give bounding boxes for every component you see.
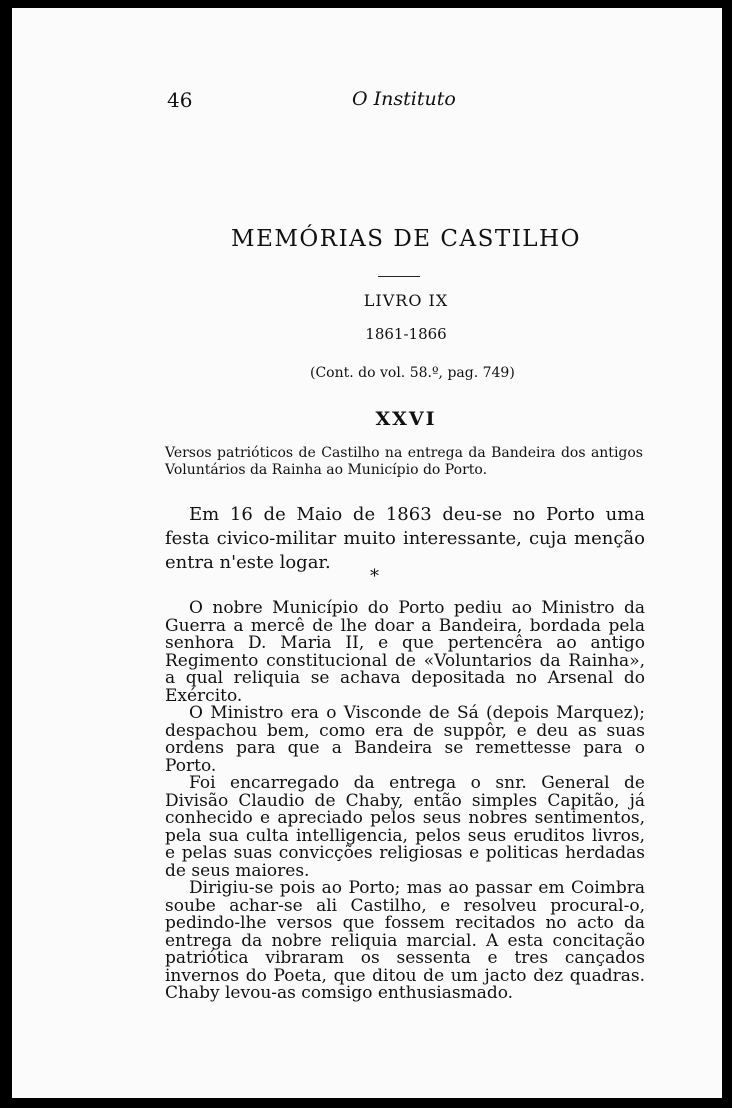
intro-paragraph: Em 16 de Maio de 1863 deu-se no Porto uma festa civico-militar muito interessante, cuja menção entra n'este logar. <box>165 504 645 573</box>
paragraph: O nobre Município do Porto pediu ao Ministro da Guerra a mercê de lhe doar a Bandeira, bordada pela senhora D. Maria II, e que pertencêra ao antigo Regimento constitucional de «Voluntarios da Rainha», a qual reliquia se achava depositada no Arsenal do Exército. <box>165 598 645 706</box>
chapter-number: XXVI <box>375 408 437 430</box>
section-separator: * <box>370 566 379 587</box>
continuation-note: (Cont. do vol. 58.º, pag. 749) <box>310 365 515 381</box>
paragraph: Dirigiu-se pois ao Porto; mas ao passar em Coimbra soube achar-se ali Castilho, e resolveu procural-o, pedindo-lhe versos que fossem recitados no acto da entrega da nobre reliquia marcial. A esta concitação patriótica vibraram os sessenta e tres cançados invernos do Poeta, que ditou de um jacto dez quadras. Chaby levou-as comsigo enthusiasmado. <box>165 878 645 1003</box>
chapter-subtitle: Versos patrióticos de Castilho na entrega da Bandeira dos antigos Voluntários da Rainha ao Município do Porto. <box>165 445 643 478</box>
page-number: 46 <box>167 88 193 112</box>
years-label: 1861-1866 <box>365 325 447 343</box>
main-title: MEMÓRIAS DE CASTILHO <box>231 226 581 252</box>
body-text <box>165 600 645 1003</box>
book-label: LIVRO IX <box>363 291 449 310</box>
document-page <box>12 8 722 1098</box>
paragraph: O Ministro era o Visconde de Sá (depois Marquez); despachou bem, como era de suppôr, e deu as suas ordens para que a Bandeira se remettesse para o Porto. <box>165 703 645 776</box>
title-rule <box>378 276 420 277</box>
running-head: O Instituto <box>352 88 456 110</box>
paragraph: Foi encarregado da entrega o snr. General de Divisão Claudio de Chaby, então simples Capitão, já conhecido e apreciado pelos seus nobres sentimentos, pela sua culta intelligencia, pelos seus eruditos livros, e pelas suas convicções religiosas e politicas herdadas de seus maiores. <box>165 773 645 881</box>
